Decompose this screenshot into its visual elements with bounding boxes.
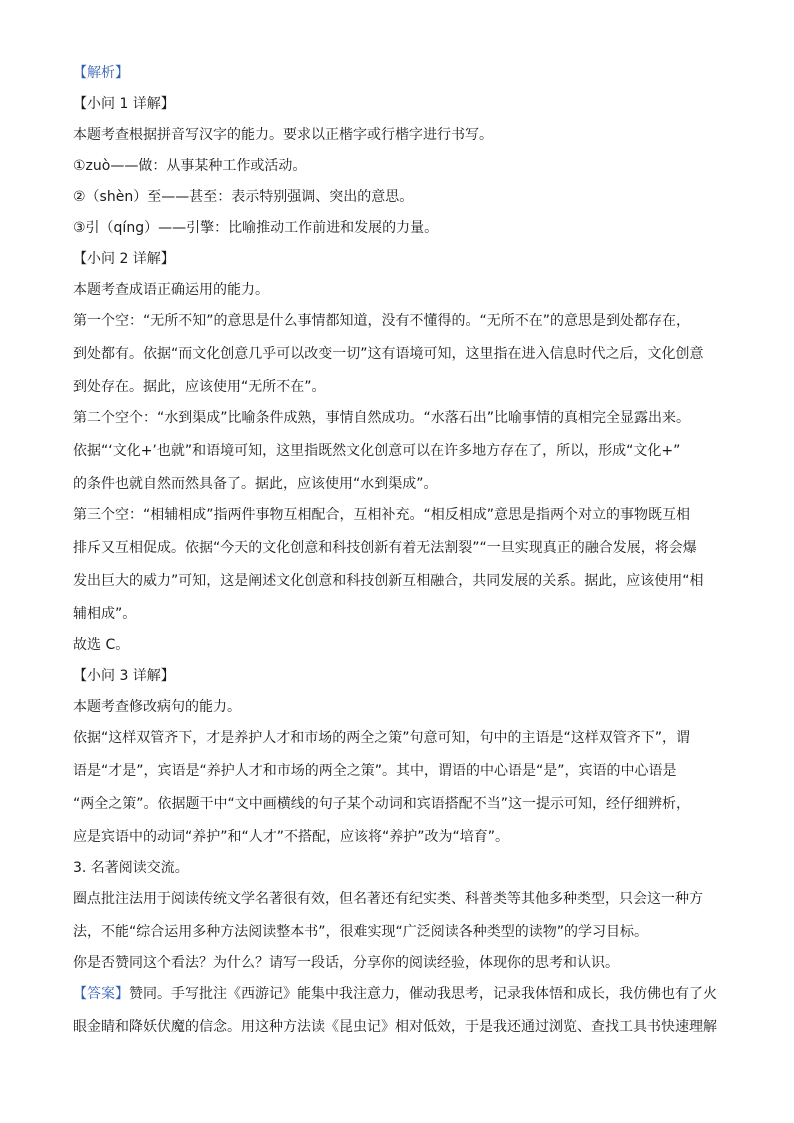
q3-intro: 本题考查修改病句的能力。 (73, 699, 241, 715)
q2-line: 排斥又互相促成。依据“今天的文化创意和科技创新有着无法割裂”“一旦实现真正的融合发展，将会爆 (73, 540, 697, 556)
q2-line: 到处存在。据此，应该使用“无所不在”。 (73, 379, 326, 395)
q2-line: 辅相成”。 (73, 606, 137, 622)
answer-text: 赞同。手写批注《西游记》能集中我注意力，催动我思考，记录我体悟和成长，我仿佛也有了火 (129, 986, 717, 1002)
q1-intro: 本题考查根据拼音写汉字的能力。要求以正楷字或行楷字进行书写。 (73, 127, 493, 143)
q3-heading: 【小问 3 详解】 (73, 668, 175, 684)
q1-item: ②（shèn）至——甚至：表示特别强调、突出的意思。 (73, 189, 414, 205)
q3-line: 语是“才是”，宾语是“养护人才和市场的两全之策”。其中，谓语的中心语是“是”，宾语的中心语是 (73, 763, 677, 779)
analysis-heading: 【解析】 (73, 65, 129, 81)
section3-prompt-line: 法，不能“综合运用多种方法阅读整本书”，很难实现“广泛阅读各种类型的读物”的学习目标。 (73, 924, 649, 940)
q2-line: 的条件也就自然而然具备了。据此，应该使用“水到渠成”。 (73, 476, 438, 492)
answer-tag: 【答案】 (73, 986, 129, 1002)
q2-line: 第三个空：“相辅相成”指两件事物互相配合，互相补充。“相反相成”意思是指两个对立的事物既互相 (73, 507, 691, 523)
q2-line: 依据“‘文化+’也就”和语境可知，这里指既然文化创意可以在许多地方存在了，所以，形成“文化+” (73, 443, 681, 459)
q2-line: 发出巨大的威力”可知，这是阐述文化创意和科技创新互相融合，共同发展的关系。据此，应该使用“相 (73, 573, 704, 589)
q3-line: 依据“这样双管齐下，才是养护人才和市场的两全之策”句意可知，句中的主语是“这样双管齐下”，谓 (73, 730, 691, 746)
q1-item: ①zuò——做：从事某种工作或活动。 (73, 158, 307, 174)
q2-heading: 【小问 2 详解】 (73, 251, 175, 267)
q3-line: “两全之策”。依据题干中“文中画横线的句子某个动词和宾语搭配不当”这一提示可知，经仔细辨析， (73, 796, 691, 812)
q2-line: 第一个空：“无所不知”的意思是什么事情都知道，没有不懂得的。“无所不在”的意思是到处都存在， (73, 313, 691, 329)
q1-item: ③引（qíng）——引擎：比喻推动工作前进和发展的力量。 (73, 220, 439, 236)
section3-prompt-line: 圈点批注法用于阅读传统文学名著很有效，但名著还有纪实类、科普类等其他多种类型，只会这一种方 (73, 891, 703, 907)
q2-line: 到处都有。依据“而文化创意几乎可以改变一切”这有语境可知，这里指在进入信息时代之后，文化创意 (73, 346, 704, 362)
section3-prompt-line: 你是否赞同这个看法？为什么？请写一段话，分享你的阅读经验，体现你的思考和认识。 (73, 955, 619, 971)
answer-line (73, 984, 723, 1004)
document-page (73, 63, 723, 1037)
q2-intro: 本题考查成语正确运用的能力。 (73, 282, 269, 298)
q2-line: 第二个空个：“水到渠成”比喻条件成熟，事情自然成功。“水落石出”比喻事情的真相完全显露出来。 (73, 410, 691, 426)
q3-line: 应是宾语中的动词“养护”和“人才”不搭配，应该将“养护”改为“培育”。 (73, 829, 510, 845)
q1-heading: 【小问 1 详解】 (73, 96, 175, 112)
answer-line: 眼金睛和降妖伏魔的信念。用这种方法读《昆虫记》相对低效，于是我还通过浏览、查找工具书快速理解 (73, 1019, 717, 1035)
section3-title: 3. 名著阅读交流。 (73, 860, 189, 876)
q2-conclusion: 故选 C。 (73, 637, 130, 653)
